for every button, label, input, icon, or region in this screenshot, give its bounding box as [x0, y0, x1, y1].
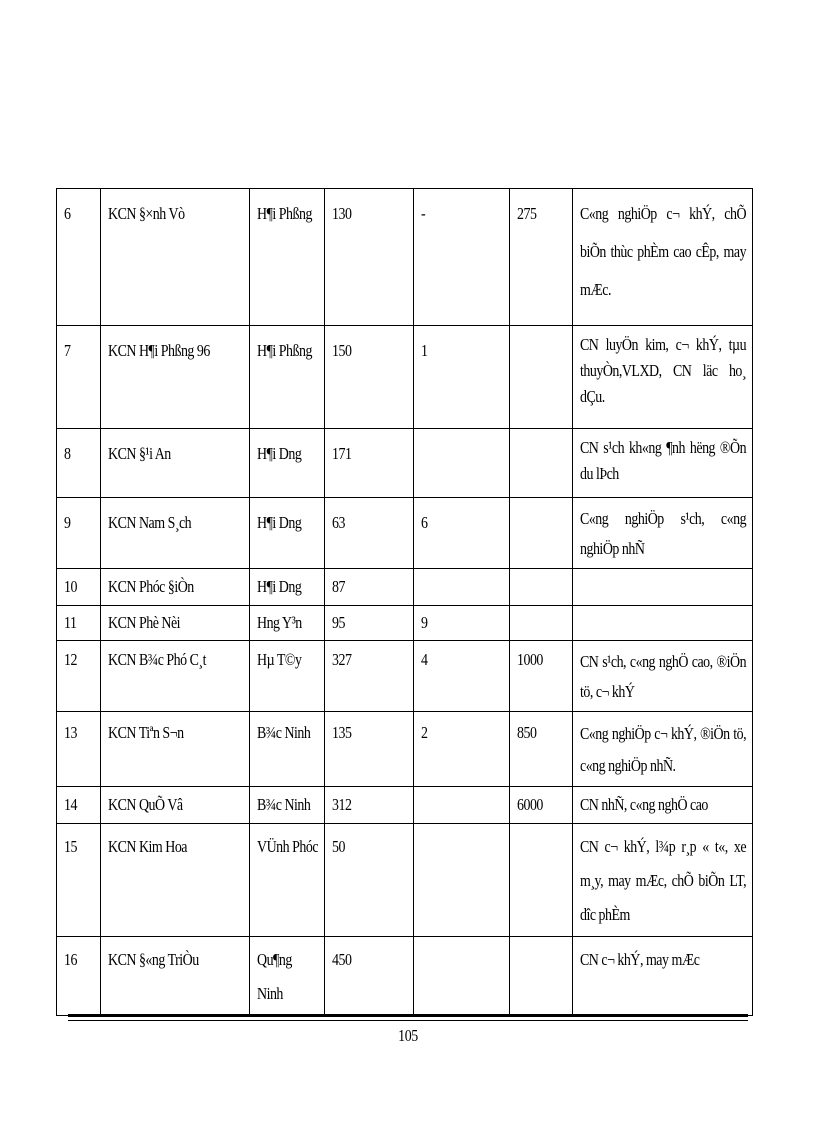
zone-name: KCN Phè Nèi: [101, 606, 250, 641]
value-col-5: [414, 937, 510, 1016]
page-number: [0, 1026, 816, 1046]
area: 171: [325, 429, 414, 498]
value-col-5: [414, 429, 510, 498]
area: 312: [325, 787, 414, 824]
province: H¶i Phßng: [250, 189, 325, 326]
value-col-6: 6000: [510, 787, 573, 824]
zone-name: KCN Kim Hoa: [101, 824, 250, 937]
province: H¶i Dng: [250, 498, 325, 569]
zone-name: KCN §«ng TriÒu: [101, 937, 250, 1016]
province: VÜnh Phóc: [250, 824, 325, 937]
industry-note: CN nhÑ, c«ng nghÖ cao: [573, 787, 753, 824]
value-col-5: 9: [414, 606, 510, 641]
province: Qu¶ng Ninh: [250, 937, 325, 1016]
province: H¶i Dng: [250, 429, 325, 498]
area: 95: [325, 606, 414, 641]
value-col-6: 850: [510, 712, 573, 787]
value-col-6: [510, 606, 573, 641]
area: 327: [325, 641, 414, 712]
zone-name: KCN Phóc §iÒn: [101, 569, 250, 606]
area: 63: [325, 498, 414, 569]
footer-rule-thin: [68, 1020, 748, 1021]
page-number-text: 105: [398, 1026, 418, 1045]
zone-name: KCN Nam S¸ch: [101, 498, 250, 569]
table-row: [57, 498, 753, 569]
value-col-6: [510, 498, 573, 569]
row-number: 13: [57, 712, 101, 787]
value-col-5: 1: [414, 326, 510, 429]
value-col-6: [510, 569, 573, 606]
zone-name: KCN QuÕ Vâ: [101, 787, 250, 824]
table-row: [57, 606, 753, 641]
row-number: 16: [57, 937, 101, 1016]
industry-note: [573, 606, 753, 641]
industry-note: CN c¬ khÝ, l¾p r¸p « t«, xe m¸y, may mÆc, chÕ biÕn LT, dîc phÈm: [573, 824, 753, 937]
area: 50: [325, 824, 414, 937]
province: B¾c Ninh: [250, 712, 325, 787]
value-col-6: 1000: [510, 641, 573, 712]
value-col-5: [414, 824, 510, 937]
value-col-6: [510, 824, 573, 937]
area: 87: [325, 569, 414, 606]
table-row: [57, 712, 753, 787]
value-col-5: [414, 787, 510, 824]
value-col-6: [510, 326, 573, 429]
row-number: 7: [57, 326, 101, 429]
row-number: 14: [57, 787, 101, 824]
table-row: [57, 937, 753, 1016]
province: B¾c Ninh: [250, 787, 325, 824]
table-row: [57, 641, 753, 712]
industry-note: [573, 569, 753, 606]
province: Hµ T©y: [250, 641, 325, 712]
row-number: 15: [57, 824, 101, 937]
row-number: 11: [57, 606, 101, 641]
table-row: [57, 429, 753, 498]
industry-note: C«ng nghiÖp c¬ khÝ, ®iÖn tö, c«ng nghiÖp nhÑ.: [573, 712, 753, 787]
table-row: [57, 824, 753, 937]
province: Hng Y³n: [250, 606, 325, 641]
value-col-5: [414, 569, 510, 606]
industrial-zones-table: [56, 188, 753, 1016]
row-number: 6: [57, 189, 101, 326]
zone-name: KCN §¹i An: [101, 429, 250, 498]
table-row: [57, 787, 753, 824]
area: 130: [325, 189, 414, 326]
industry-note: CN s¹ch kh«ng ¶nh hëng ®Õn du lÞch: [573, 429, 753, 498]
row-number: 9: [57, 498, 101, 569]
zone-name: KCN Tiªn S¬n: [101, 712, 250, 787]
industry-note: CN c¬ khÝ, may mÆc: [573, 937, 753, 1016]
value-col-6: [510, 937, 573, 1016]
zone-name: KCN H¶i Phßng 96: [101, 326, 250, 429]
area: 450: [325, 937, 414, 1016]
industry-note: C«ng nghiÖp s¹ch, c«ng nghiÖp nhÑ: [573, 498, 753, 569]
value-col-6: [510, 429, 573, 498]
footer-rule-thick: [68, 1014, 748, 1017]
value-col-5: 2: [414, 712, 510, 787]
row-number: 8: [57, 429, 101, 498]
zone-name: KCN B¾c Phó C¸t: [101, 641, 250, 712]
area: 135: [325, 712, 414, 787]
table-row: [57, 326, 753, 429]
table-row: [57, 569, 753, 606]
province: H¶i Dng: [250, 569, 325, 606]
value-col-5: -: [414, 189, 510, 326]
industry-note: C«ng nghiÖp c¬ khÝ, chÕ biÕn thùc phÈm cao cÊp, may mÆc.: [573, 189, 753, 326]
zone-name: KCN §×nh Vò: [101, 189, 250, 326]
industry-note: CN luyÖn kim, c¬ khÝ, tµu thuyÒn,VLXD, CN läc ho¸ dÇu.: [573, 326, 753, 429]
area: 150: [325, 326, 414, 429]
value-col-5: 6: [414, 498, 510, 569]
value-col-6: 275: [510, 189, 573, 326]
table-row: [57, 189, 753, 326]
row-number: 12: [57, 641, 101, 712]
province: H¶i Phßng: [250, 326, 325, 429]
industry-note: CN s¹ch, c«ng nghÖ cao, ®iÖn tö, c¬ khÝ: [573, 641, 753, 712]
row-number: 10: [57, 569, 101, 606]
value-col-5: 4: [414, 641, 510, 712]
